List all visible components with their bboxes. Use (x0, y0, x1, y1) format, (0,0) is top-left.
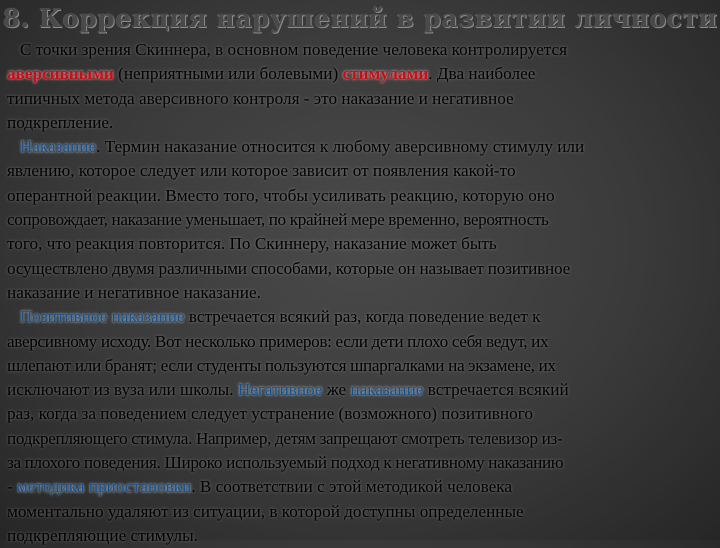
text-line: за плохого поведения. Широко используемый подход к негативному наказанию (7, 453, 564, 473)
text-line: оперантной реакции. Вместо того, чтобы усиливать реакцию, которую оно (7, 185, 555, 205)
text-run: встречается всякий раз, когда поведение ведет к (184, 307, 541, 327)
text-line: того, что реакция повторится. По Скиннеру, наказание может быть (7, 234, 497, 254)
text-line: сопровождает, наказание уменьшает, по крайней мере временно, вероятность (7, 210, 549, 230)
text-line: моментально удаляют из ситуации, в которой доступны определенные (7, 501, 524, 521)
term-stimuli: стимулами (342, 64, 429, 84)
term-punishment-2: наказание (350, 380, 424, 400)
text-run: С точки зрения Скиннера, в основном поведение человека контролируется (19, 40, 567, 59)
text-run: - (7, 477, 18, 497)
term-negative: Негативное (237, 380, 323, 400)
term-punishment: Наказание (19, 137, 97, 157)
text-run: . Термин наказание относится к любому аверсивному стимулу или (96, 137, 585, 157)
text-line: типичных метода аверсивного контроля - это наказание и негативное (7, 88, 514, 108)
text-run: . Два наиболее (428, 64, 536, 84)
text-line (7, 135, 713, 159)
text-run: . В соответствии с этой методикой человека (191, 477, 512, 497)
text-line: осуществлено двумя различными способами, которые он называет позитивное (7, 258, 571, 278)
text-line: подкрепляющие стимулы. (7, 525, 198, 545)
text-run: встречается всякий (423, 380, 569, 400)
text-line: явлению, которое следует или которое зависит от появления какой-то (7, 161, 516, 181)
term-timeout-method: методика приостановки (17, 477, 192, 497)
slide-body (7, 38, 713, 548)
text-line (7, 475, 713, 499)
text-line: аверсивному исходу. Вот несколько примеров: если дети плохо себя ведут, их (7, 331, 549, 351)
text-line (7, 38, 713, 62)
text-line (7, 305, 713, 329)
slide-title: 8. Коррекция нарушений в развитии личности (2, 4, 718, 33)
term-positive-punishment: Позитивное наказание (19, 307, 185, 327)
text-line: раз, когда за поведением следует устранение (возможного) позитивного (7, 404, 533, 424)
text-line (7, 62, 713, 86)
text-run: исключают из вуза или школы. (7, 380, 238, 400)
term-aversive: аверсивными (7, 64, 114, 84)
text-line: подкрепляющего стимула. Например, детям запрещают смотреть телевизор из- (7, 428, 563, 448)
text-run: же (322, 380, 351, 400)
text-run: (неприятными или болевыми) (113, 64, 343, 84)
text-line (7, 378, 713, 402)
text-line: подкрепление. (7, 112, 114, 132)
text-line: наказание и негативное наказание. (7, 282, 261, 302)
text-line: шлепают или бранят; если студенты пользуются шпаргалками на экзамене, их (7, 355, 556, 375)
